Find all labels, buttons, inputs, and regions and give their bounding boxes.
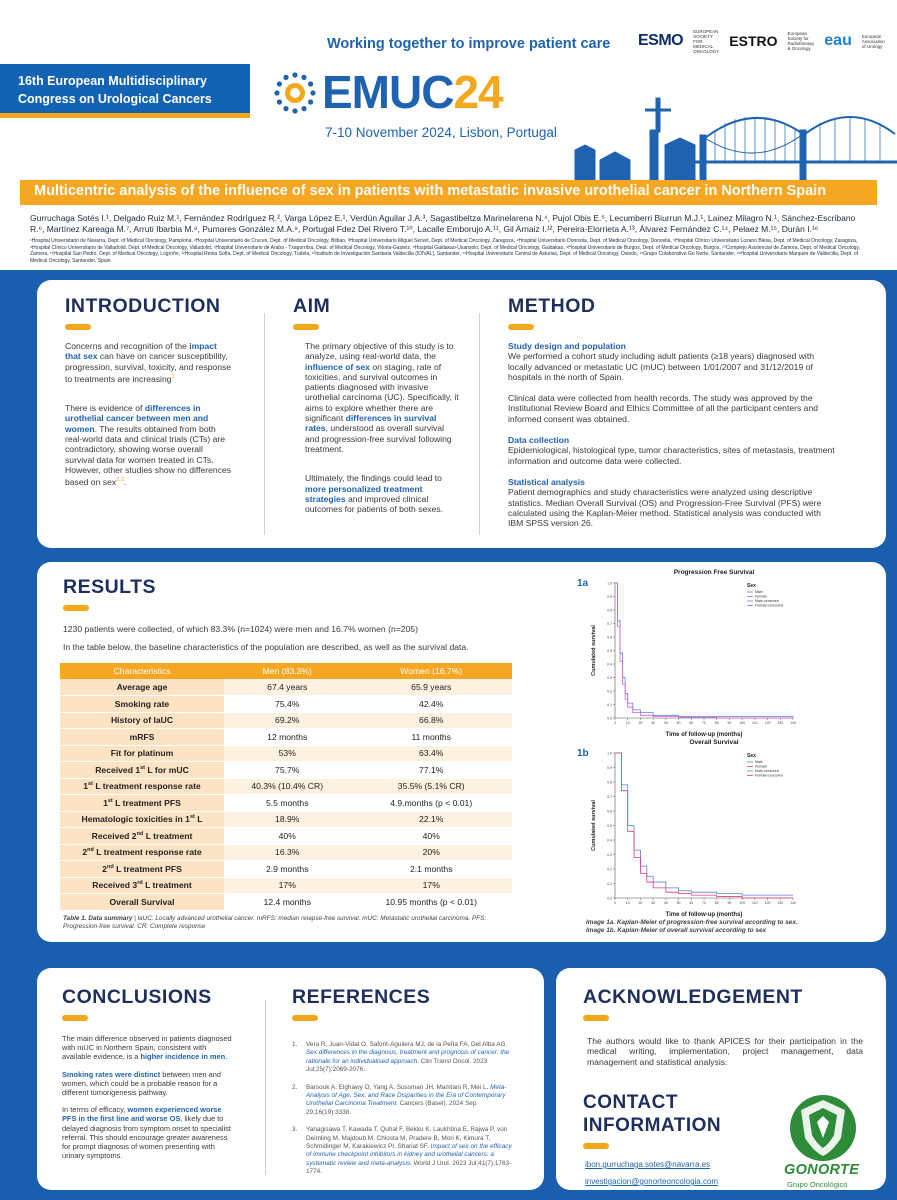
characteristic-text: Fit for platinum (110, 748, 174, 759)
aim-p2-highlight: more personalized treatment strategies (305, 483, 423, 504)
reference-authors: Barsouk A, Elghawy O, Yang A, Sussman JH, Mamtani R, Mei L. (306, 1083, 491, 1091)
characteristic-text: L treatment response rate (93, 847, 202, 858)
intro-p2-part: There is evidence of (65, 403, 145, 414)
women-value-cell: 20% (350, 844, 512, 861)
characteristic-text: Received 1 (95, 764, 141, 775)
acknowledgement-heading: ACKNOWLEDGEMENT (583, 986, 803, 1008)
men-value-cell: 18.9% (224, 811, 350, 828)
emuc-title-year: 24 (453, 66, 503, 118)
characteristic-text: L treatment (142, 880, 192, 891)
x-tick-label: 60 (689, 901, 694, 905)
legend-title: Sex (747, 753, 756, 759)
x-tick-label: 30 (651, 721, 656, 725)
men-value-cell: 40.3% (10.4% CR) (224, 778, 350, 795)
characteristic-ordinal: nd (87, 847, 94, 854)
y-tick-label: 0.4 (607, 662, 612, 667)
men-value-cell: 75.7% (224, 762, 350, 779)
women-value-cell: 66.8% (350, 712, 512, 729)
conclusions-p3-part: , likely due to delayed diagnosis from symptom onset to specialist referral. This should encourage greater awareness for prompt diagnosis of women presenting with urinary symptoms. (62, 1114, 231, 1161)
women-value-cell: 63.4% (350, 745, 512, 762)
men-value-cell: 2.9 months (224, 861, 350, 878)
x-tick-label: 80 (714, 901, 719, 905)
x-tick-label: 140 (790, 721, 796, 725)
characteristic-text: Received 2 (91, 830, 137, 841)
y-tick-label: 1.0 (607, 581, 612, 586)
aim-p1-highlight: influence of sex (305, 361, 370, 372)
y-tick-label: 0.2 (607, 867, 612, 872)
conclusions-paragraph-1 (62, 1034, 236, 1062)
y-tick-label: 0.6 (607, 635, 612, 640)
characteristic-cell (60, 729, 224, 746)
aim-p1-part: , understood as overall survival and progression-free survival following treatment. (305, 423, 452, 454)
legend-entry: Male (755, 760, 763, 764)
table-row (60, 762, 512, 779)
women-value-cell: 2.1 months (350, 861, 512, 878)
characteristic-text: L treatment PFS (113, 863, 182, 874)
chart-1a-label: 1a (577, 578, 589, 589)
method-heading: METHOD (508, 295, 596, 317)
x-tick-label: 30 (651, 901, 656, 905)
table-row (60, 811, 512, 828)
divider (265, 1000, 266, 1175)
conclusions-paragraph-3 (62, 1105, 236, 1160)
x-tick-label: 40 (663, 901, 668, 905)
y-tick-label: 0.2 (607, 689, 612, 694)
characteristic-text: 2 (102, 863, 107, 874)
table-caption (63, 915, 513, 931)
y-tick-label: 0.4 (607, 838, 612, 843)
conclusions-text (62, 1034, 236, 1160)
x-tick-label: 120 (764, 901, 771, 905)
method-underline (508, 324, 534, 330)
aim-p1-highlight: differences in survival rates (305, 413, 437, 434)
x-tick-label: 130 (777, 721, 784, 725)
x-tick-label: 130 (777, 901, 784, 905)
congress-name-box (0, 64, 250, 118)
method-text (508, 341, 838, 528)
table-row (60, 679, 512, 696)
conclusions-p1-part: The main difference observed in patients diagnosed with mUC in Northern Spain, consistent with available evidence, is a (62, 1034, 232, 1062)
gonorte-shield-icon (787, 1092, 859, 1164)
table-row (60, 696, 512, 713)
characteristic-text: L treatment (143, 830, 193, 841)
legend-entry: Female (755, 764, 767, 769)
men-value-cell: 12 months (224, 729, 350, 746)
reference-number: 3. (292, 1126, 298, 1134)
tagline: Working together to improve patient care (327, 36, 611, 52)
x-tick-label: 90 (727, 721, 732, 725)
divider (264, 313, 265, 535)
conclusions-p3-part: In terms of efficacy, (62, 1105, 128, 1115)
characteristic-text: Overall Survival (109, 896, 175, 907)
affiliations: ¹Hospital Universitario de Navarra, Dept. of Medical Oncology, Pamplona, ²Hospital Universitario de Cruces, Dept. of Medical Oncology, Bilbao, ³Hospital Universitario Miguel Servet, Dept. of Medical Oncology, Zaragoza, ⁴Hospital Universitario Donostia, Dept. of Medical Oncology, Donostia, ⁵Hospital Clínico Universitario Lozano Blesa, Dept. of Medical Oncology, Zaragoza, ⁶Hospital Clínico Universitario de Valladolid, Dept. of Medical Oncology, Valladolid, ⁷Hospital Universitario de Araba - Txagorritxu, Dept. of Medical Oncology, Vitoria-Gasteiz, ⁸Hospital Galdakao-Usansolo, Dept. of Medical Oncology, Galdakao, ⁹Hospital Universitario de Burgos, Dept. of Medical Oncology, Burgos, ¹⁰Complejo Asistencial de Zamora, Dept. of Medical Oncology, Zamora, ¹¹Hospital San Pedro, Dept. of Medical Oncology, Logroño, ¹²Hospital Reina Sofía, Dept. of Medical Oncology, Tudela, ¹³Instituto de Investigación Sanitaria Valdecilla (IDIVAL), Santander, ¹⁴Hospital Universitario Central de Asturias, Dept. of Medical Oncology, Oviedo, ¹⁵Grupo Colaborativo Go Norte, Santander, ¹⁶Hospital Universitario Marqués de Valdecilla, Dept. of Medical Oncology, Santander, Spain (30, 238, 860, 264)
author-list: Gurruchaga Sotés I.¹, Delgado Ruiz M.¹, Fernández Rodríguez R.², Varga López E.¹, Verdún Aguilar J.A.³, Sagastibeltza Marinelarena N.⁴, Pujol Obis E.⁵, Lecumberri Biurrun M.J.¹, Lainez Milagro N.¹, Sánchez-Escribano R.⁶, Martínez Kareaga M.⁷, Arruti Ibarbia M.⁸, Pumares González M.A.⁹, Portugal Fdez Del Rivero T.¹⁰, Lacalle Emborujo A.¹¹, Gil Arnaiz I.¹², Pereira-Elorrieta A.¹³, Álvarez Fernández C.¹⁴, Pelaez M.¹⁵, Durán I.¹⁶ (30, 213, 856, 234)
legend-entry: Male-censored (755, 769, 779, 773)
characteristic-ordinal: st (107, 797, 113, 804)
conclusions-underline (62, 1015, 88, 1021)
table-header-cell: Characteristics (60, 663, 224, 679)
table-row (60, 877, 512, 894)
reference-source: Cancers (Basel). 2024 Sep 29;16(19):3338. (306, 1100, 477, 1116)
results-paragraph-1: 1230 patients were collected, of which 83.3% (n=1024) were men and 16.7% women (n=205) (63, 624, 418, 634)
conclusions-p2-part: between men and women, which could be a probable reason for a different tumorigenesis pathway. (62, 1069, 221, 1098)
reference-authors: Vera R, Juan-Vidal O, Safont-Aguilera MJ, de la Peña FA, Del Alba AG. (306, 1041, 508, 1048)
method-statistical-title: Statistical analysis (508, 476, 585, 487)
intro-p2-highlight: differences in urothelial cancer between men and women (65, 403, 209, 434)
x-tick-label: 50 (676, 901, 681, 905)
eau-logo: eau (824, 32, 852, 49)
women-value-cell: 4.9.months (p < 0.01) (350, 795, 512, 812)
table-row (60, 894, 512, 911)
y-tick-label: 0.7 (607, 795, 612, 799)
y-tick-label: 0.8 (607, 780, 612, 785)
table-row (60, 795, 512, 812)
x-tick-label: 50 (676, 721, 681, 725)
y-tick-label: 0.6 (607, 809, 612, 814)
image-caption (586, 919, 866, 935)
chart-title: Overall Survival (689, 739, 739, 746)
esmo-logo: ESMO (638, 32, 684, 49)
conclusions-paragraph-2 (62, 1070, 236, 1098)
society-logos (638, 30, 888, 52)
characteristic-text: Average age (116, 682, 168, 692)
men-value-cell: 75.4% (224, 696, 350, 713)
aim-text (305, 341, 460, 514)
x-tick-label: 10 (625, 721, 630, 725)
table-row (60, 729, 512, 746)
men-value-cell: 17% (224, 877, 350, 894)
aim-paragraph-2 (305, 473, 460, 514)
x-tick-label: 100 (739, 901, 746, 905)
conclusions-p1-highlight: higher incidence in men (140, 1052, 226, 1062)
table-row (60, 778, 512, 795)
intro-ref-1: 1 (171, 373, 175, 380)
x-tick-label: 0 (614, 901, 616, 905)
characteristic-cell (60, 828, 224, 845)
characteristic-cell (60, 811, 224, 828)
characteristic-ordinal: st (189, 814, 195, 821)
aim-heading: AIM (293, 295, 331, 317)
women-value-cell: 17% (350, 877, 512, 894)
men-value-cell: 16.3% (224, 844, 350, 861)
legend-entry: Male-censored (755, 599, 779, 603)
women-value-cell: 11 months (350, 729, 512, 746)
y-tick-label: 0.9 (607, 766, 612, 770)
characteristic-cell (60, 762, 224, 779)
x-tick-label: 60 (689, 721, 694, 725)
table-row (60, 861, 512, 878)
women-value-cell: 22.1% (350, 811, 512, 828)
characteristic-text: 1 (103, 797, 108, 808)
x-tick-label: 20 (638, 901, 643, 905)
x-tick-label: 90 (727, 901, 732, 905)
y-tick-label: 0.5 (607, 824, 612, 828)
contact-heading-line-2: INFORMATION (583, 1115, 722, 1136)
intro-ref-2: 2,3 (116, 477, 124, 484)
aim-p1-part: on staging, rate of toxicities, and survival outcomes in patients diagnosed with invasive urothelial carcinoma (UC). Specifically, it aims to explore whether there are significant (305, 361, 459, 424)
table-body (60, 679, 512, 910)
method-study-design-text: We performed a cohort study including adult patients (≥18 years) diagnosed with locally advanced or metastatic UC (mUC) between 1/01/2007 and 31/12/2019 of hospitals in the north of Spain. (508, 351, 814, 382)
characteristic-cell (60, 679, 224, 696)
reference-text (306, 1041, 517, 1075)
reference-text (306, 1126, 517, 1176)
legend-entry: Female-censored (755, 603, 783, 608)
characteristic-cell (60, 844, 224, 861)
y-tick-label: 0.1 (607, 703, 612, 707)
aim-p2-part: and improved clinical outcomes for patients of both sexes. (305, 493, 444, 515)
characteristic-text: 2 (82, 847, 88, 858)
method-ethics-text: Clinical data were collected from health records. The study was approved by the Institutional Review Board and Ethics Committee of all the participant centers and informed consent was obtained. (508, 393, 819, 424)
x-tick-label: 10 (625, 901, 630, 905)
table-row (60, 844, 512, 861)
results-underline (63, 605, 89, 611)
y-tick-label: 0.3 (607, 853, 612, 857)
method-data-collection-title: Data collection (508, 435, 570, 446)
chart-1b-label: 1b (577, 748, 589, 759)
x-axis-label: Time of follow-up (months) (665, 912, 743, 918)
table-row (60, 828, 512, 845)
table-caption-title: Table 1. Data summary (63, 915, 133, 922)
table-caption-text: | laUC: Locally advanced urothelial cancer. mRFS: median relapse-free survival. mUC: Metastatic urothelial carcinoma. PFS: Progression-free survival. CR: Complete response (63, 915, 487, 931)
x-tick-label: 110 (752, 721, 758, 725)
conclusions-p2-highlight: Smoking rates were distinct (62, 1069, 161, 1079)
legend-entry: Female (755, 594, 767, 599)
contact-heading (583, 1091, 721, 1137)
y-tick-label: 0.1 (607, 882, 612, 886)
women-value-cell: 35.5% (5.1% CR) (350, 778, 512, 795)
chart-title: Progression Free Survival (673, 569, 755, 576)
image-caption-1a: Image 1a. Kaplan-Meier of progression-free survival according to sex. (586, 919, 798, 926)
characteristic-cell (60, 778, 224, 795)
reference-number: 2. (292, 1083, 298, 1091)
characteristic-text: Received 3 (92, 880, 138, 891)
reference-title: Meta-Analysis of Age, Sex, and Race Disparities in the Era of Contemporary Urothelial Carcinoma Treatment. (306, 1083, 507, 1108)
emuc-title (322, 66, 503, 118)
x-tick-label: 100 (739, 721, 746, 725)
women-value-cell: 42.4% (350, 696, 512, 713)
characteristic-cell (60, 795, 224, 812)
characteristic-ordinal: rd (137, 880, 143, 887)
men-value-cell: 12.4 months (224, 894, 350, 911)
characteristic-text: L treatment PFS (112, 797, 181, 808)
contact-heading-line-1: CONTACT (583, 1092, 678, 1113)
x-tick-label: 80 (714, 721, 719, 725)
characteristic-ordinal: st (140, 764, 146, 771)
esmo-logo-subtitle: EUROPEAN SOCIETY FOR MEDICAL ONCOLOGY (693, 28, 720, 54)
acknowledgement-text: The authors would like to thank APICES for their participation in the medical writing, implementation, project management, data management and statistical analysis. (587, 1036, 863, 1067)
table-header-cell: Women (16.7%) (350, 663, 512, 679)
reference-title: Sex differences in the diagnosis, treatment and prognosis of cancer: the rationale for an individualised approach. (306, 1049, 510, 1065)
x-axis-label: Time of follow-up (months) (665, 732, 743, 738)
conclusions-p1-part: . (225, 1052, 228, 1062)
legend-title: Sex (747, 583, 756, 589)
intro-p2-end: . (123, 476, 127, 487)
contact-underline (583, 1143, 609, 1149)
men-value-cell: 5.5 months (224, 795, 350, 812)
y-axis-label: Cumulated survival (591, 625, 597, 676)
legend-entry: Male (755, 590, 763, 594)
aim-p2-part: Ultimately, the findings could lead to (305, 473, 442, 484)
table-header-row (60, 663, 512, 679)
x-tick-label: 70 (702, 721, 706, 725)
gonorte-subtitle: Grupo Oncológico (787, 1180, 848, 1189)
method-statistical-text: Patient demographics and study characteristics were analyzed using descriptive statistics. Median Overall Survival (OS) and Progression-Free Survival (PFS) were calculated using the Kaplan-Meier method. Statistical analysis was conducted with IBM SPSS version 26. (508, 487, 822, 529)
reference-item (292, 1041, 517, 1075)
aim-underline (293, 324, 319, 330)
aim-p1-part: The primary objective of this study is to analyze, using real-world data, the (305, 341, 454, 362)
results-heading: RESULTS (63, 576, 157, 598)
table-row (60, 712, 512, 729)
y-tick-label: 0.8 (607, 608, 612, 613)
reference-authors: Yanagisawa T, Kawada T, Quhal F, Bekku K, Laukhtina E, Rajwa P, von Deimling M, Majdoub M, Chlosta M, Pradere B, Mori K, Kimura T, Schmidinger M, Karakiewicz PI, Shariat SF. (306, 1126, 508, 1151)
y-tick-label: 0.3 (607, 676, 612, 680)
emuc-sunburst-icon (274, 72, 316, 114)
women-value-cell: 65.9 years (350, 679, 512, 696)
conclusions-heading: CONCLUSIONS (62, 986, 212, 1008)
characteristic-cell (60, 696, 224, 713)
y-tick-label: 0.9 (607, 595, 612, 599)
characteristic-text: L treatment response rate (92, 781, 201, 792)
references-heading: REFERENCES (292, 986, 431, 1008)
y-axis-label: Cumulated survival (591, 800, 597, 851)
y-tick-label: 0.0 (607, 716, 612, 721)
x-tick-label: 20 (638, 721, 643, 725)
men-value-cell: 53% (224, 745, 350, 762)
x-tick-label: 40 (663, 721, 668, 725)
contact-email-2[interactable]: investigacion@gonorteoncologia.com (585, 1177, 719, 1186)
characteristic-cell (60, 861, 224, 878)
congress-line-1: 16th European Multidisciplinary (18, 74, 207, 88)
introduction-heading: INTRODUCTION (65, 295, 221, 317)
reference-title: Impact of sex on the efficacy of immune checkpoint inhibitors in kidney and urothelial cancers: a systematic review and meta-analysis. (306, 1143, 512, 1167)
characteristic-cell (60, 894, 224, 911)
characteristic-text: History of laUC (110, 715, 174, 726)
men-value-cell: 40% (224, 828, 350, 845)
characteristic-ordinal: nd (106, 863, 114, 870)
estro-logo: ESTRO (729, 33, 778, 49)
os-kaplan-meier-chart (585, 735, 805, 920)
intro-p2-part: . The results obtained from both real-world data and clinical trials (CTs) are contradictory, showing worse overall survival data for women treated in CTs. However, other studies show no differences based on sex (65, 423, 232, 487)
introduction-paragraph-2 (65, 403, 233, 487)
characteristic-cell (60, 745, 224, 762)
reference-text (306, 1084, 517, 1118)
reference-number: 1. (292, 1041, 298, 1048)
table-row (60, 745, 512, 762)
method-study-design-title: Study design and population (508, 341, 626, 351)
intro-p1-part: can have on cancer susceptibility, progression, survival, toxicity, and response to treatments are increasing (65, 351, 232, 384)
image-caption-1b: Image 1b. Kaplan-Meier of overall survival according to sex (586, 927, 767, 935)
characteristic-text: L for mUC (145, 764, 189, 775)
reference-item (292, 1084, 517, 1118)
results-table (60, 663, 512, 911)
table-header-cell: Men (83.3%) (224, 663, 350, 679)
women-value-cell: 40% (350, 828, 512, 845)
y-tick-label: 1.0 (607, 751, 612, 756)
gonorte-logo-go: GO (784, 1162, 808, 1178)
gonorte-logo-text (784, 1162, 859, 1178)
characteristic-cell (60, 877, 224, 894)
introduction-paragraph-1 (65, 341, 233, 384)
x-tick-label: 70 (702, 901, 706, 905)
characteristic-ordinal: nd (136, 830, 144, 837)
men-value-cell: 69.2% (224, 712, 350, 729)
reference-source: Clin Transl Oncol. 2023 Jul;25(7):2069-2076. (306, 1057, 488, 1074)
references-underline (292, 1015, 318, 1021)
legend-entry: Female-censored (755, 773, 783, 778)
characteristic-text: Hematologic toxicities in 1 (81, 814, 190, 825)
introduction-underline (65, 324, 91, 330)
poster-title: Multicentric analysis of the influence of sex in patients with metastatic invasive urothelial cancer in Northern Spain (20, 180, 877, 205)
reference-list (292, 1041, 517, 1186)
estro-logo-subtitle: European Society for Radiotherapy & Oncology (787, 31, 815, 51)
characteristic-text: L (194, 814, 203, 825)
contact-email-1[interactable]: ibon.gurruchaga.sotes@navarra.es (585, 1160, 711, 1169)
conclusions-p3-highlight: women experienced worse PFS in the first line and worse OS (62, 1105, 222, 1124)
reference-source: World J Urol. 2023 Jul;41(7):1763-1774. (306, 1159, 512, 1176)
women-value-cell: 10.95 months (p < 0.01) (350, 894, 512, 911)
introduction-text (65, 341, 233, 487)
intro-p1-part: Concerns and recognition of the (65, 341, 190, 351)
divider (479, 313, 480, 535)
y-tick-label: 0.0 (607, 896, 612, 901)
intro-p1-highlight: impact that sex (65, 341, 217, 362)
congress-line-2: Congress on Urological Cancers (18, 92, 212, 106)
y-tick-label: 0.7 (607, 622, 612, 626)
emuc-title-main: EMUC (322, 66, 454, 118)
x-tick-label: 0 (614, 721, 616, 725)
characteristic-cell (60, 712, 224, 729)
characteristic-text: mRFS (129, 731, 155, 742)
acknowledgement-underline (583, 1015, 609, 1021)
results-paragraph-2: In the table below, the baseline characteristics of the population are described, as well as the survival data. (63, 642, 469, 652)
lisbon-skyline-illustration (555, 90, 897, 180)
x-tick-label: 110 (752, 901, 758, 905)
x-tick-label: 120 (764, 721, 771, 725)
pfs-kaplan-meier-chart (585, 565, 805, 740)
aim-paragraph-1 (305, 341, 460, 454)
method-data-collection-text: Epidemiological, histological type, tumor characteristics, sites of metastasis, treatment information and outcome data were collected. (508, 445, 835, 466)
men-value-cell: 67.4 years (224, 679, 350, 696)
characteristic-ordinal: st (88, 781, 93, 788)
y-tick-label: 0.5 (607, 649, 612, 653)
women-value-cell: 77.1% (350, 762, 512, 779)
gonorte-logo-norte: NORTE (807, 1162, 860, 1178)
characteristic-text: Smoking rate (114, 698, 170, 709)
eau-logo-subtitle: European Association of Urology (861, 33, 885, 49)
x-tick-label: 140 (790, 901, 796, 905)
event-date: 7-10 November 2024, Lisbon, Portugal (325, 125, 557, 140)
reference-item (292, 1126, 517, 1176)
characteristic-text: 1 (83, 781, 89, 792)
